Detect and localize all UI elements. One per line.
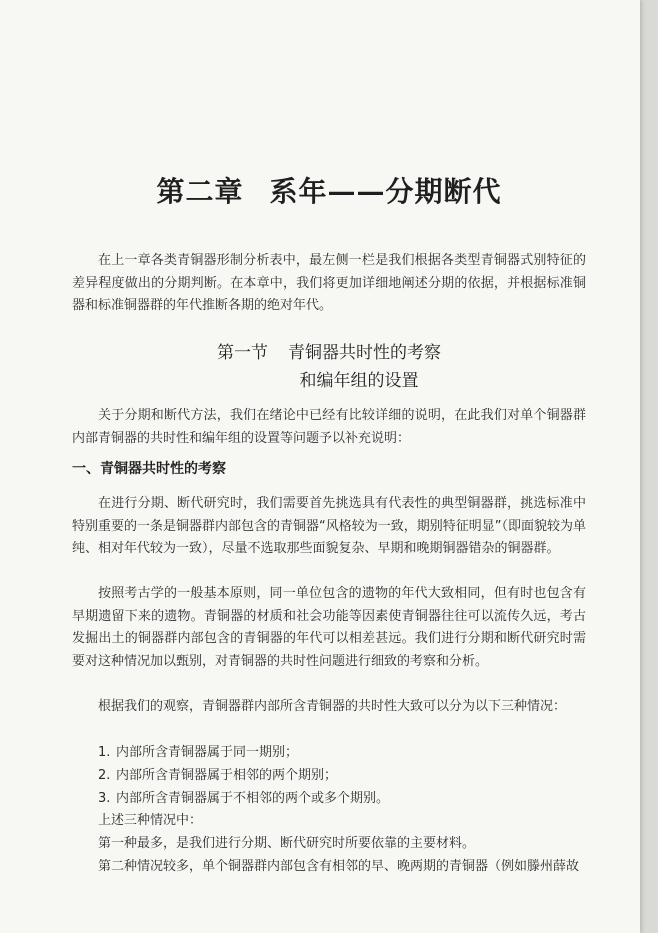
chapter-name: 系年——分期断代 bbox=[269, 175, 502, 208]
body-paragraph-3: 根据我们的观察，青铜器群内部所含青铜器的共时性大致可以分为以下三种情况： bbox=[98, 699, 567, 714]
chapter-number: 第二章 bbox=[156, 175, 244, 208]
body-paragraph-1: 在进行分期、断代研究时，我们需要首先挑选具有代表性的典型铜器群，挑选标准中特别重要的一条是铜器群内部包含的青铜器“风格较为一致，期别特征明显”（即面貌较为单纯、相对年代较为一致），尽量不选取那些面貌复杂、早期和晚期铜器错杂的铜器群。 bbox=[72, 496, 586, 556]
list-number: 1. bbox=[98, 745, 111, 760]
list-item bbox=[98, 787, 389, 806]
after-list-line: 上述三种情况中： bbox=[98, 813, 203, 828]
list-item bbox=[98, 741, 298, 760]
list-text: 内部所含青铜器属于不相邻的两个或多个期别。 bbox=[116, 791, 390, 806]
list-item bbox=[98, 764, 337, 783]
list-number: 3. bbox=[98, 791, 111, 806]
body-paragraph-2: 按照考古学的一般基本原则，同一单位包含的遗物的年代大致相同，但有时也包含有早期遗留下来的遗物。青铜器的材质和社会功能等因素使青铜器往往可以流传久远，考古发掘出土的铜器群内部包含的青铜器的年代可以相差甚远。我们进行分期和断代研究时需要对这种情况加以甄别，对青铜器的共时性问题进行细致的考察和分析。 bbox=[72, 586, 586, 669]
second-case-line: 第二种情况较多，单个铜器群内部包含有相邻的早、晚两期的青铜器（例如滕州薛故 bbox=[98, 859, 580, 874]
section-title-line2: 和编年组的设置 bbox=[299, 371, 419, 391]
chapter-title bbox=[0, 170, 658, 210]
list-text: 内部所含青铜器属于同一期别； bbox=[116, 745, 299, 760]
intro-paragraph: 在上一章各类青铜器形制分析表中，最左侧一栏是我们根据各类型青铜器式别特征的差异程度做出的分期判断。在本章中，我们将更加详细地阐述分期的依据，并根据标准铜器和标准铜器群的年代推断各期的绝对年代。 bbox=[72, 253, 586, 313]
section-title-line1 bbox=[0, 340, 658, 367]
section-intro-paragraph: 关于分期和断代方法，我们在绪论中已经有比较详细的说明，在此我们对单个铜器群内部青铜器的共时性和编年组的设置等问题予以补充说明： bbox=[72, 408, 586, 446]
subheading: 一、青铜器共时性的考察 bbox=[72, 461, 226, 477]
list-number: 2. bbox=[98, 768, 111, 783]
section-number: 第一节 bbox=[217, 343, 268, 363]
list-text: 内部所含青铜器属于相邻的两个期别； bbox=[116, 768, 338, 783]
section-title-text: 青铜器共时性的考察 bbox=[288, 343, 441, 363]
first-case-line: 第一种最多，是我们进行分期、断代研究时所要依靠的主要材料。 bbox=[98, 836, 476, 851]
